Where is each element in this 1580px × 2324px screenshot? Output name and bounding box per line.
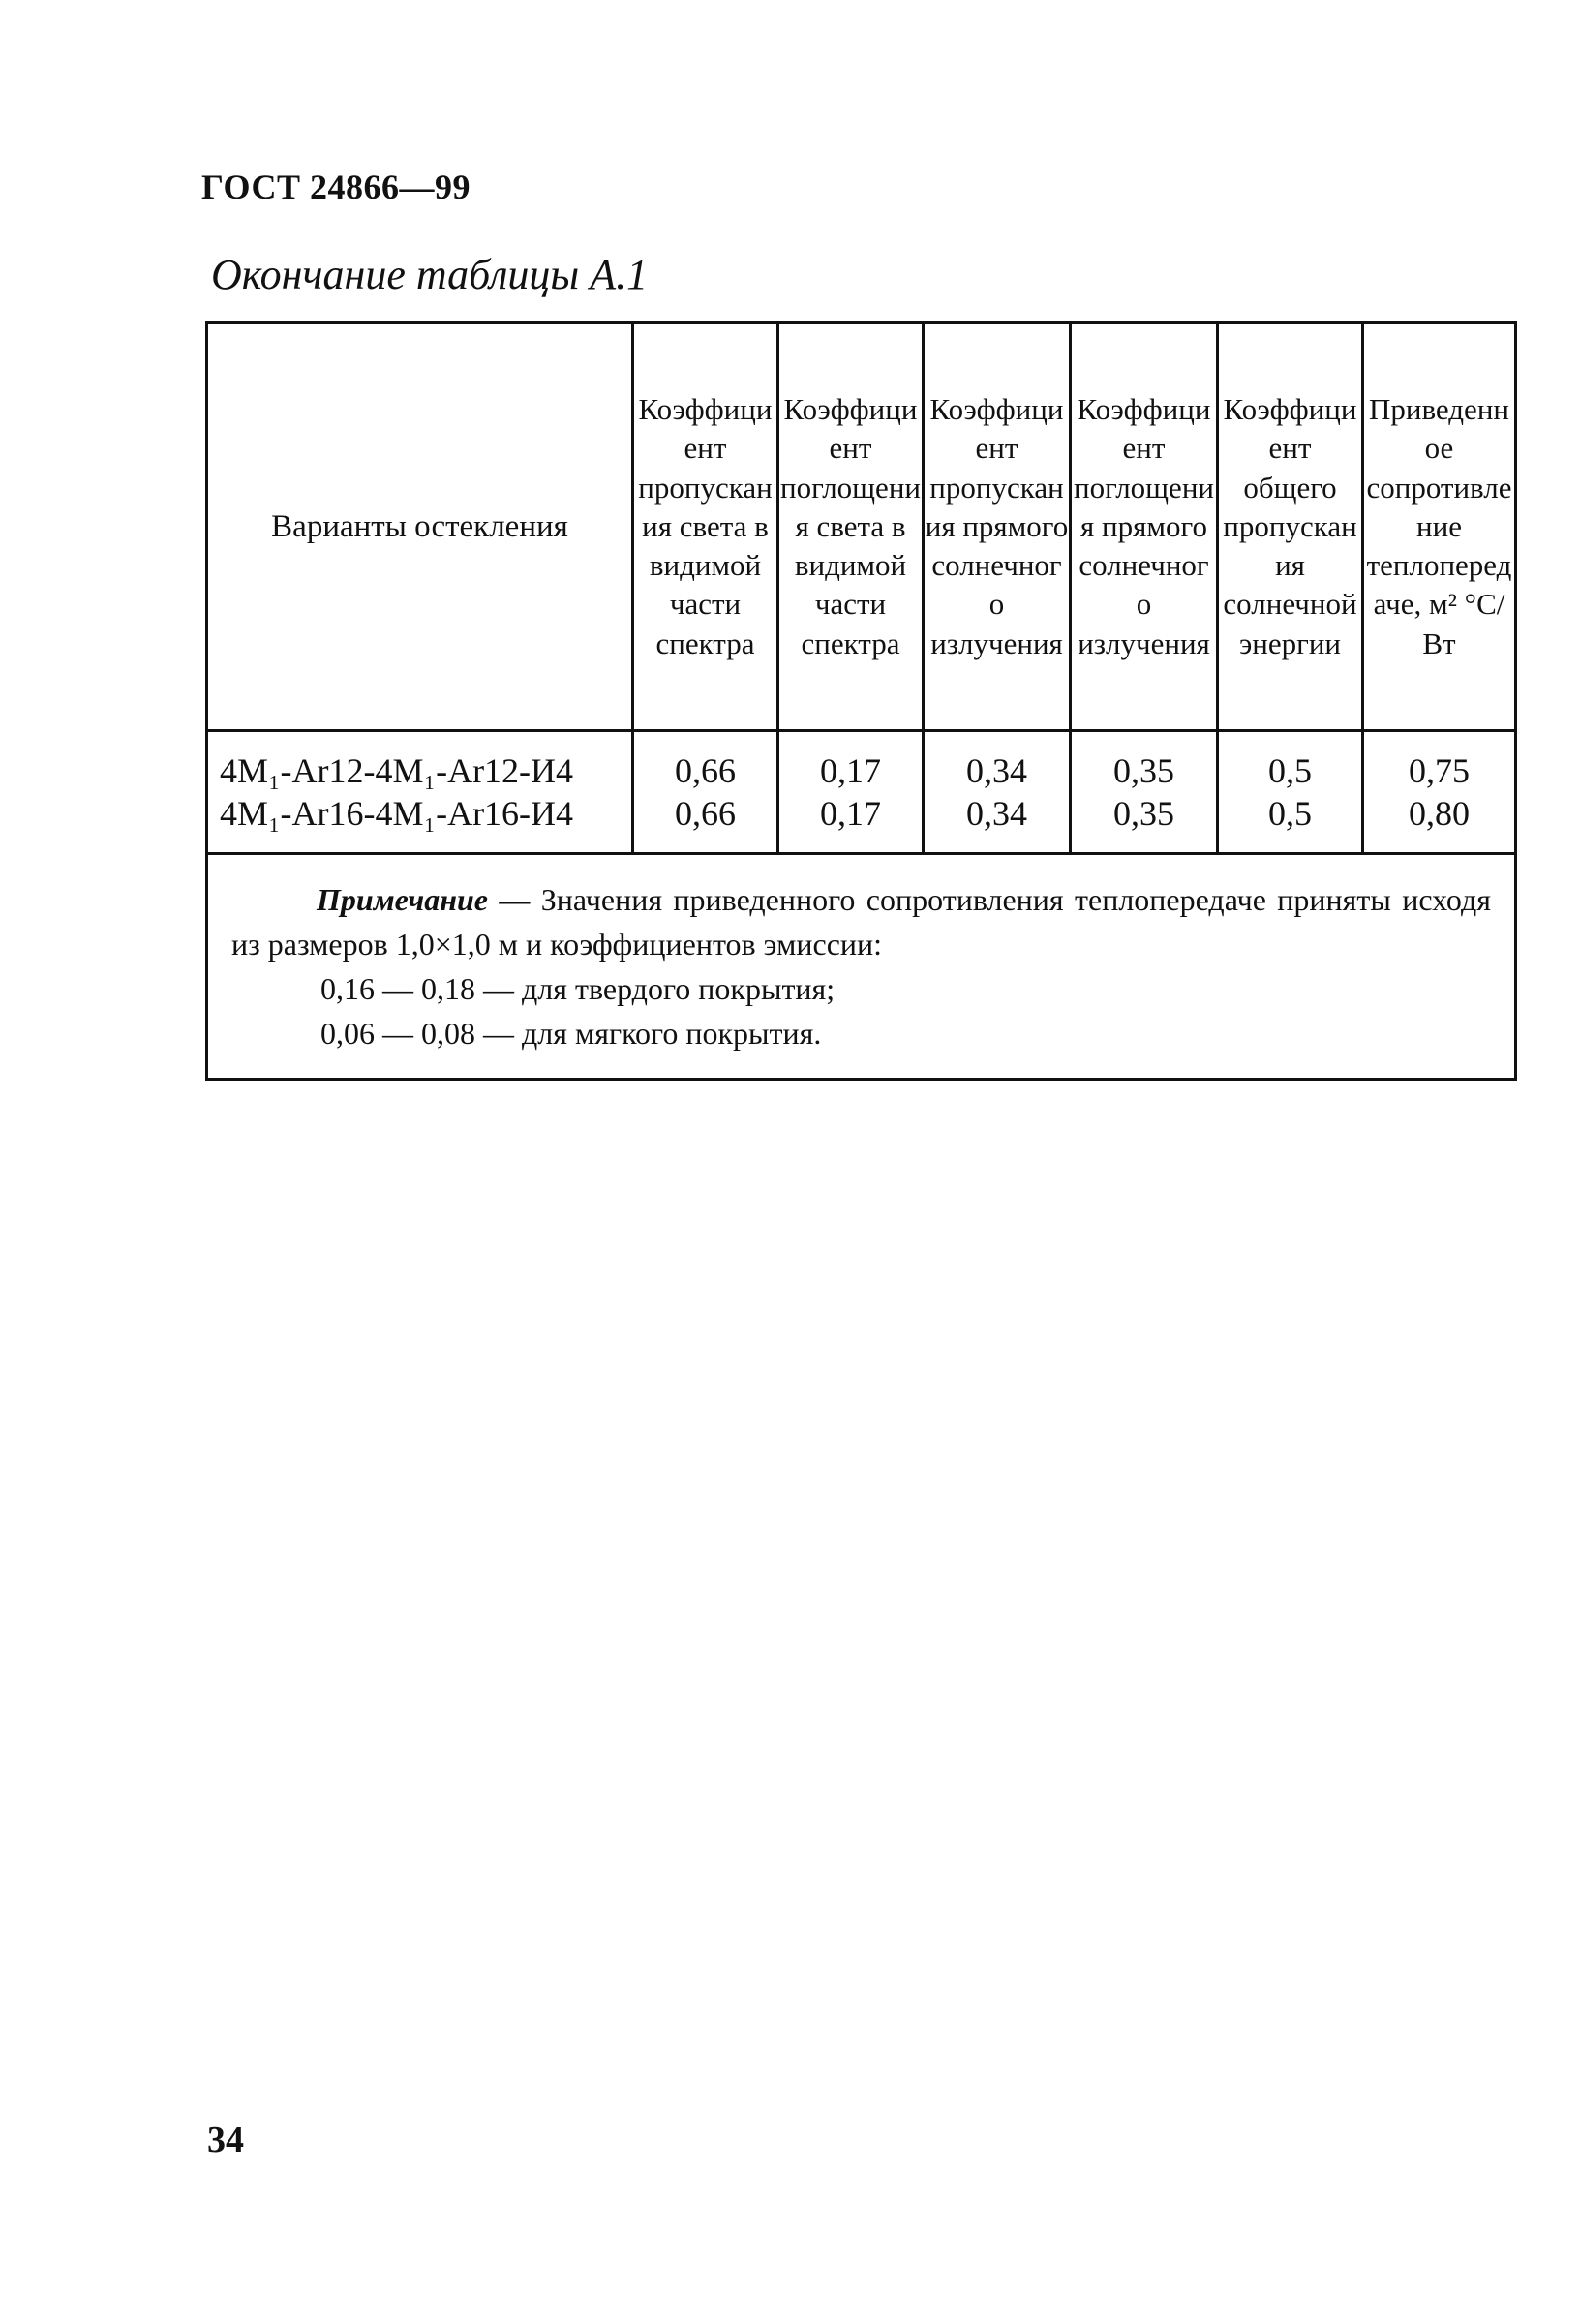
table-cell: 0,17 — [820, 794, 881, 833]
table-cell: 0,35 — [1113, 751, 1174, 790]
cell-thermal-resistance — [1363, 731, 1516, 854]
table-data-row — [207, 731, 1516, 854]
table-note — [207, 854, 1516, 1080]
table-note-row — [207, 854, 1516, 1080]
column-header-thermal-resistance: Приведенное сопротивление теплопередаче, м² °С/Вт — [1363, 323, 1516, 731]
column-header-total-solar-energy-transmittance: Коэффициент общего пропускания солнечной энергии — [1218, 323, 1363, 731]
document-code: ГОСТ 24866—99 — [201, 168, 471, 206]
table-cell: 4М₁-Ar12-4М₁-Ar12-И4 — [220, 751, 574, 790]
table-cell: 0,5 — [1268, 794, 1312, 833]
column-header-light-absorption: Коэффициент поглощения света в видимой части спектра — [778, 323, 924, 731]
table-cell: 0,5 — [1268, 751, 1312, 790]
page-number: 34 — [207, 2120, 244, 2160]
table-cell: 0,17 — [820, 751, 881, 790]
cell-glazing-variant — [207, 731, 633, 854]
column-header-glazing-variant: Варианты остекления — [207, 323, 633, 731]
cell-light-absorption — [778, 731, 924, 854]
cell-solar-transmittance — [924, 731, 1071, 854]
note-line-soft-coating: 0,06 — 0,08 — для мягкого покрытия. — [320, 1016, 822, 1051]
cell-total-solar-energy-transmittance — [1218, 731, 1363, 854]
table-cell: 0,35 — [1113, 794, 1174, 833]
table-cell: 0,66 — [675, 751, 736, 790]
table-cell: 0,34 — [966, 794, 1027, 833]
glazing-properties-table — [205, 321, 1517, 1081]
note-text: — Значения приведенного сопротивления теплопередаче приняты исходя из размеров 1,0×1,0 м и коэффициентов эмиссии: — [231, 882, 1491, 962]
cell-light-transmittance — [633, 731, 778, 854]
column-header-solar-transmittance: Коэффициент пропускания прямого солнечного излучения — [924, 323, 1071, 731]
table-cell: 0,75 — [1409, 751, 1470, 790]
table-cell: 0,80 — [1409, 794, 1470, 833]
table-header-row — [207, 323, 1516, 731]
column-header-solar-absorption: Коэффициент поглощения прямого солнечного излучения — [1071, 323, 1218, 731]
table-caption: Окончание таблицы А.1 — [211, 251, 649, 298]
cell-solar-absorption — [1071, 731, 1218, 854]
note-line-hard-coating: 0,16 — 0,18 — для твердого покрытия; — [320, 971, 836, 1006]
column-header-light-transmittance: Коэффициент пропускания света в видимой части спектра — [633, 323, 778, 731]
table-cell: 4М₁-Ar16-4М₁-Ar16-И4 — [220, 794, 574, 833]
table-cell: 0,66 — [675, 794, 736, 833]
table-cell: 0,34 — [966, 751, 1027, 790]
note-paragraph — [231, 877, 1491, 966]
note-title: Примечание — [317, 882, 488, 917]
